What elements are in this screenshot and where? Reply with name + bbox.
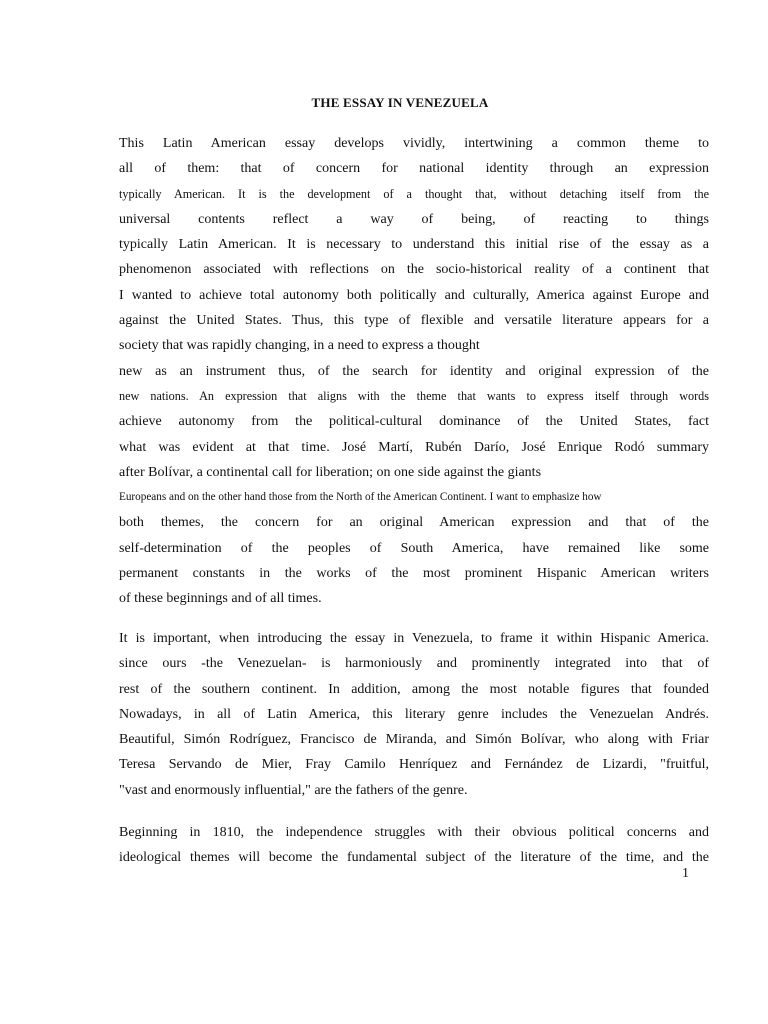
text-line: society that was rapidly changing, in a need to express a thought bbox=[119, 338, 480, 354]
text-line: Teresa Servando de Mier, Fray Camilo Henríquez and Fernández de Lizardi, "fruitful, bbox=[119, 757, 709, 773]
text-line: I wanted to achieve total autonomy both politically and culturally, America against Europe and bbox=[119, 287, 709, 303]
text-line: since ours -the Venezuelan- is harmoniously and prominently integrated into that of bbox=[119, 656, 709, 672]
text-line: of these beginnings and of all times. bbox=[119, 591, 322, 607]
text-line: Beautiful, Simón Rodríguez, Francisco de Miranda, and Simón Bolívar, who along with Friar bbox=[119, 732, 709, 748]
text-line: This Latin American essay develops vividly, intertwining a common theme to bbox=[119, 136, 709, 151]
text-line: new as an instrument thus, of the search for identity and original expression of the bbox=[119, 363, 709, 379]
text-line: self-determination of the peoples of South America, have remained like some bbox=[119, 540, 709, 556]
text-line: It is important, when introducing the essay in Venezuela, to frame it within Hispanic America. bbox=[119, 631, 709, 646]
text-line: "vast and enormously influential," are the fathers of the genre. bbox=[119, 782, 468, 798]
text-line: phenomenon associated with reflections on the socio-historical reality of a continent that bbox=[119, 262, 709, 278]
text-line: after Bolívar, a continental call for liberation; on one side against the giants bbox=[119, 464, 542, 480]
text-line: new nations. An expression that aligns with the theme that wants to express itself through words bbox=[119, 388, 709, 403]
page-number: 1 bbox=[682, 866, 689, 881]
text-line: rest of the southern continent. In addition, among the most notable figures that founded bbox=[119, 681, 709, 697]
document-title: THE ESSAY IN VENEZUELA bbox=[311, 95, 489, 110]
paragraph-2 bbox=[119, 626, 709, 803]
paragraph-3 bbox=[119, 820, 709, 871]
text-line: ideological themes will become the fundamental subject of the literature of the time, and the bbox=[119, 850, 709, 866]
text-line: Beginning in 1810, the independence struggles with their obvious political concerns and bbox=[119, 825, 709, 840]
text-line: permanent constants in the works of the most prominent Hispanic American writers bbox=[119, 566, 709, 582]
text-line: Europeans and on the other hand those from the North of the American Continent. I want to emphasize how bbox=[119, 491, 602, 504]
text-line: achieve autonomy from the political-cultural dominance of the United States, fact bbox=[119, 414, 709, 430]
text-line: against the United States. Thus, this type of flexible and versatile literature appears for a bbox=[119, 313, 709, 329]
text-line: what was evident at that time. José Martí, Rubén Darío, José Enrique Rodó summary bbox=[119, 439, 709, 455]
text-line: all of them: that of concern for national identity through an expression bbox=[119, 161, 709, 177]
text-line: universal contents reflect a way of being, of reacting to things bbox=[119, 211, 709, 227]
text-line: Nowadays, in all of Latin America, this literary genre includes the Venezuelan Andrés. bbox=[119, 706, 709, 722]
paragraph-1 bbox=[119, 131, 709, 612]
text-line: typically Latin American. It is necessary to understand this initial rise of the essay as a bbox=[119, 237, 709, 253]
text-line: typically American. It is the development of a thought that, without detaching itself from the bbox=[119, 186, 709, 201]
text-line: both themes, the concern for an original American expression and that of the bbox=[119, 515, 709, 531]
